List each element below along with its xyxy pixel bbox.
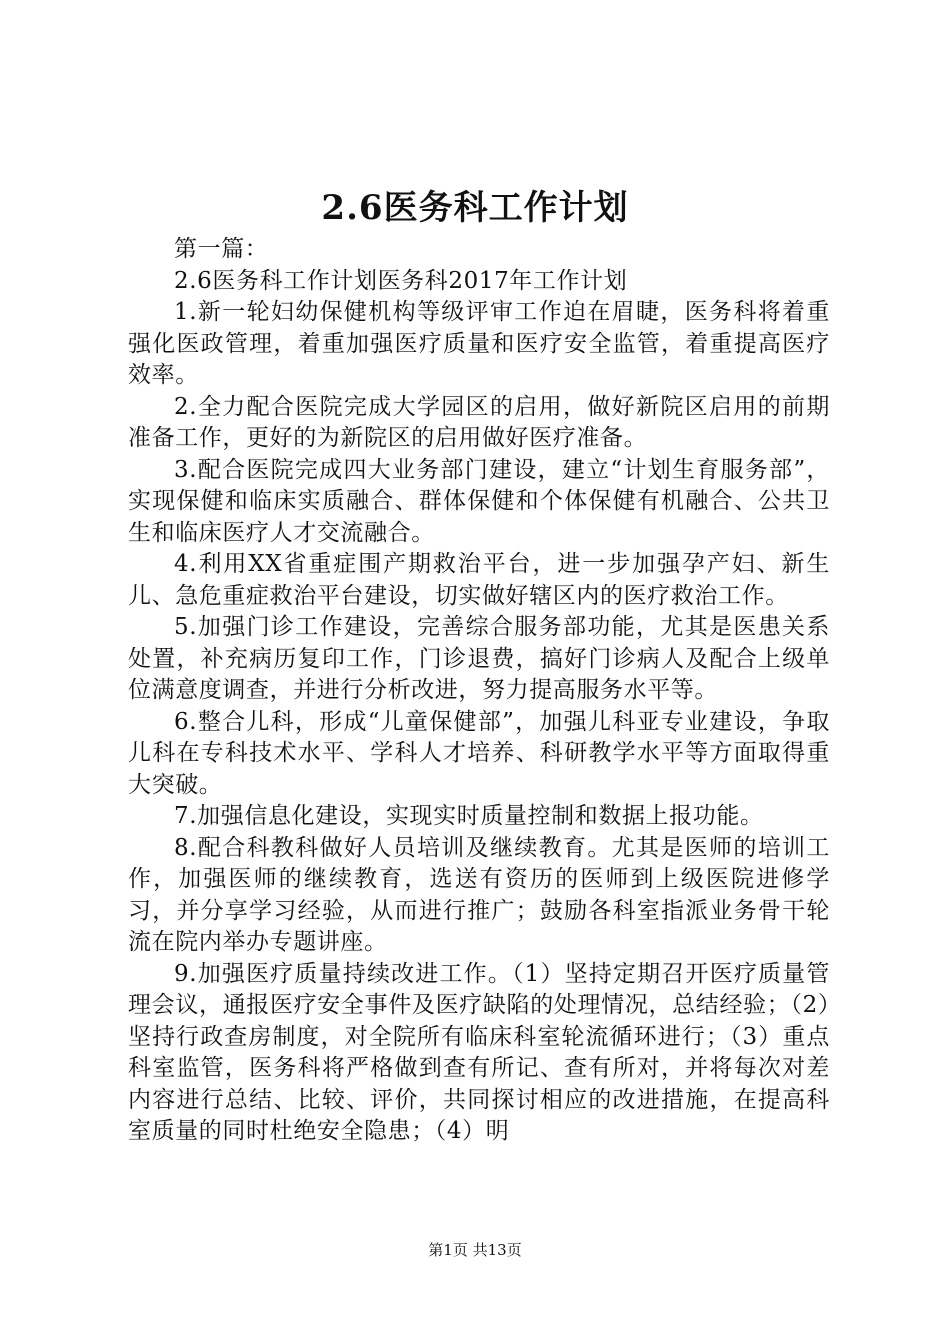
paragraph-item-7: 7.加强信息化建设，实现实时质量控制和数据上报功能。 bbox=[174, 803, 764, 829]
paragraph-section-heading: 第一篇： bbox=[174, 236, 269, 262]
paragraph-item-1: 1.新一轮妇幼保健机构等级评审工作迫在眉睫，医务科将着重强化医政管理，着重加强医疗质量和医疗安全监管，着重提高医疗效率。 bbox=[128, 299, 830, 388]
paragraph-item-6: 6.整合儿科，形成“儿童保健部”，加强儿科亚专业建设，争取儿科在专科技术水平、学科人才培养、科研教学水平等方面取得重大突破。 bbox=[128, 708, 830, 798]
document-title: 2.6医务科工作计划 bbox=[321, 188, 629, 228]
page-footer: 第1页 共13页 bbox=[428, 1241, 522, 1259]
paragraph-item-8: 8.配合科教科做好人员培训及继续教育。尤其是医师的培训工作，加强医师的继续教育，选送有资历的医师到上级医院进修学习，并分享学习经验，从而进行推广；鼓励各科室指派业务骨干轮流在院内举办专题讲座。 bbox=[128, 834, 830, 955]
paragraph-item-4: 4.利用XX省重症围产期救治平台，进一步加强孕产妇、新生儿、急危重症救治平台建设，切实做好辖区内的医疗救治工作。 bbox=[128, 551, 830, 609]
paragraph-item-2: 2.全力配合医院完成大学园区的启用，做好新院区启用的前期准备工作，更好的为新院区的启用做好医疗准备。 bbox=[128, 393, 830, 451]
document-body bbox=[128, 234, 830, 1148]
paragraph-subtitle: 2.6医务科工作计划医务科2017年工作计划 bbox=[174, 267, 628, 294]
paragraph-item-5: 5.加强门诊工作建设，完善综合服务部功能，尤其是医患关系处置，补充病历复印工作，门诊退费，搞好门诊病人及配合上级单位满意度调查，并进行分析改进，努力提高服务水平等。 bbox=[128, 614, 830, 703]
paragraph-item-9: 9.加强医疗质量持续改进工作。（1）坚持定期召开医疗质量管理会议，通报医疗安全事件及医疗缺陷的处理情况，总结经验；（2）坚持行政查房制度，对全院所有临床科室轮流循环进行；（3）重点科室监管，医务科将严格做到查有所记、查有所对，并将每次对差内容进行总结、比较、评价，共同探讨相应的改进措施，在提高科室质量的同时杜绝安全隐患；（4）明 bbox=[128, 960, 830, 1144]
paragraph-item-3: 3.配合医院完成四大业务部门建设，建立“计划生育服务部”，实现保健和临床实质融合、群体保健和个体保健有机融合、公共卫生和临床医疗人才交流融合。 bbox=[128, 456, 830, 546]
